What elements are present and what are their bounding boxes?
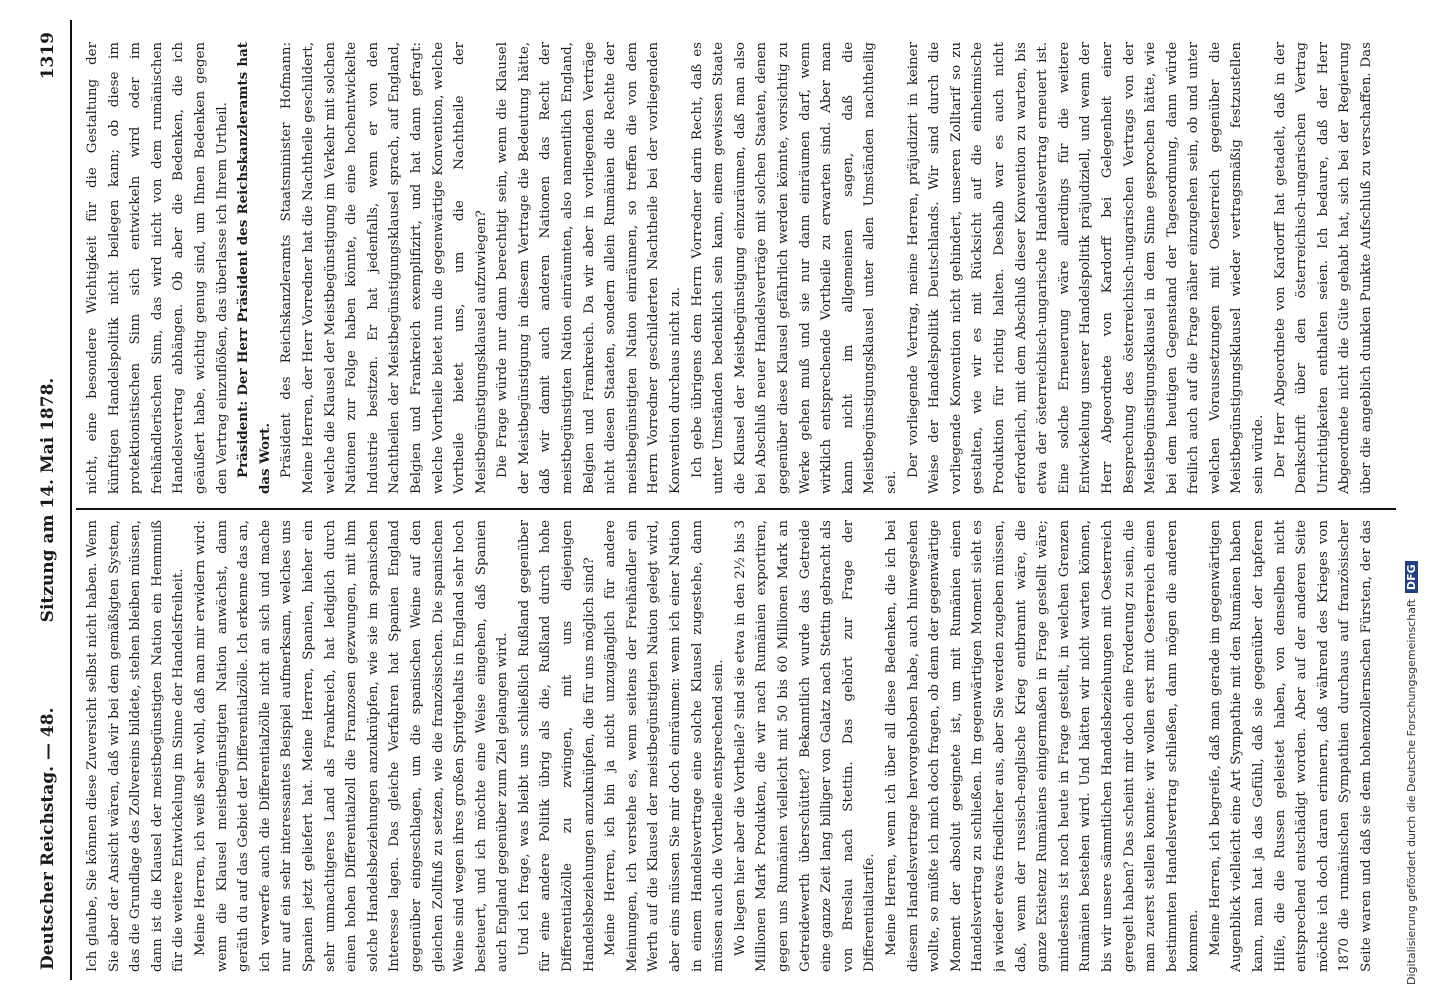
paragraph: Präsident des Reichskanzleramts Staatsminister Hofmann: Meine Herren, der Herr Vorredner hat die Nachtheile geschildert, welche die Klausel der Meistbegünstigung im Verkehr mit solchen Nationen zur Folge haben könnte, die eine hochentwickelte Industrie besitzen. Er hat jedenfalls, wenn er von den Nachtheilen der Meistbegünstigungsklausel sprach, auf England, Belgien und Frankreich exemplifizirt, und hat dann gefragt: welche Vortheile bietet nun die gegenwärtige Konvention, welche Vortheile bietet uns, um die Nachtheile der Meistbegünstigungsklausel aufzuwiegen? xyxy=(279,42,489,494)
paragraph: Meine Herren, ich weiß sehr wohl, daß man mir erwidern wird: wenn die Klausel meistbegünstigten Nation anwächst, dann geräth du auf das Gebiet der Differentialzölle. Ich erkenne das an, ich verwerfe auch die Differentialzölle nicht an sich und mache nur auf ein sehr interessantes Beispiel aufmerksam, welches uns Spanien jetzt geliefert hat. Meine Herren, Spanien, hieher ein sehr umnachtigeres Land als Frankreich, hat lediglich durch einen hohen Differentialzoll die Franzosen gezwungen, mit ihm solche Handelsbeziehungen anzuknüpfen, wie sie im spanischen Interesse lagen. Das gleiche Verfahren hat Spanien England gegenüber eingeschlagen, um die spanischen Weine auf den gleichen Zollfuß zu setzen, wie die französischen. Die spanischen Weine sind wegen ihres großen Spritgehalts in England sehr hoch besteuert, und ich möchte eine Weise eingehen, daß Spanien auch England gegenüber zum Ziel gelangen wird. xyxy=(192,520,511,972)
paragraph: Der Herr Abgeordnete von Kardorff hat getadelt, daß in der Denkschrift über den österreichisch-ungarischen Vertrag Unrichtigkeiten enthalten seien. Ich bedaure, daß der Herr Abgeordnete nicht die Güte gehabt hat, sich bei der Regierung über die angeblich dunklen Punkte Aufschluß zu verschaffen. Das xyxy=(1272,42,1375,494)
column-divider xyxy=(76,508,1396,510)
paragraph: Ich glaube, Sie können diese Zuversicht selbst nicht haben. Wenn Sie aber der Ansicht wären, daß wir bei dem gemäßigten System, das die Grundlage des Zollvereins bildete, stehen bleiben müssen, dann ist die Klausel der meistbegünstigten Nation ein Hemmniß für die weitere Entwickelung im Sinne der Handelsfreiheit. xyxy=(85,520,187,972)
right-column xyxy=(82,42,1382,494)
dfg-logo: DFG xyxy=(1405,561,1418,593)
paragraph: nicht, eine besondere Wichtigkeit für die Gestaltung der künftigen Handelspolitik nicht beilegen kann; ob diese im protektionistischen Sinn sich entwickeln wird oder im freihändlerischen Sinn, das wird nicht von dem rumänischen Handelsvertrag abhängen. Ob aber die Bedenken, die ich geäußert habe, wichtig genug sind, um Ihnen Bedenken gegen den Vertrag einzuflößen, das überlasse ich Ihrem Urtheil. xyxy=(85,42,230,494)
header-publication: Deutscher Reichstag. — 48. xyxy=(38,707,58,970)
paragraph: Der vorliegende Vertrag, meine Herren, präjudizirt in keiner Weise der Handelspolitik Deutschlands. Wir sind durch die vorliegende Konvention nicht gehindert, unseren Zolltarif so zu gestalten, wie wir es mit Rücksicht auf die einheimische Produktion für richtig halten. Deshalb war es auch nicht erforderlich, mit dem Abschluß dieser Konvention zu warten, bis etwa der österreichisch-ungarische Handelsvertrag erneuert ist. Eine solche Erneuerung wäre allerdings für die weitere Entwickelung unserer Handelspolitik präjudiziell, und wenn der Herr Abgeordnete von Kardorff bei Gelegenheit einer Besprechung des österreichisch-ungarischen Vertrags von der Meistbegünstigungsklausel in dem Sinne gesprochen hätte, wie bei dem heutigen Gegenstand der Tagesordnung, dann würde freilich auch auf die Frage näher einzugehen sein, ob und unter welchen Voraussetzungen mit Oesterreich gegenüber die Meistbegünstigungsklausel wieder vertragsmäßig festzustellen sein würde. xyxy=(905,42,1267,494)
speaker-paragraph: Präsident: Der Herr Präsident des Reichskanzleramts hat das Wort. xyxy=(235,42,273,494)
digitization-text: Digitalisierung gefördert durch die Deutsche Forschungsgemeinschaft xyxy=(1405,599,1418,985)
paragraph: Meine Herren, ich bin ja nicht unzugänglich für andere Meinungen, ich verstehe es, wenn seitens der Freihändler ein Werth auf die Klausel der meistbegünstigten Nation gelegt wird, aber eins müssen Sie mir doch einräumen: wenn ich einer Nation in einem Handelsvertrage eine solche Klausel zugestehe, dann müssen auch die Vortheile entsprechend sein. xyxy=(603,520,727,972)
digitization-note xyxy=(1405,25,1427,985)
paragraph: Wo liegen hier aber die Vortheile? sind sie etwa in den 2½ bis 3 Millionen Mark Produkten, die wir nach Rumänien exportiren, gegen uns Rumänien vielleicht mit 50 bis 60 Millionen Mark an Getreidewerth überschüttet? Bekanntlich wurde das Getreide eine ganze Zeit lang billiger von Galatz nach Stettin gebracht als von Breslau nach Stettin. Das gehört zur Frage der Differentialtarife. xyxy=(732,520,878,972)
newspaper-page xyxy=(30,20,1410,980)
left-column xyxy=(82,520,1382,972)
page-header xyxy=(30,20,72,980)
header-session-date: Sitzung am 14. Mai 1878. xyxy=(38,377,58,623)
paragraph: Die Frage würde nur dann berechtigt sein, wenn die Klausel der Meistbegünstigung in diesem Vertrage die Bedeutung hätte, daß wir damit auch anderen Nationen das Recht der meistbegünstigten Nation einräumten, also namentlich England, Belgien und Frankreich. Da wir aber in vorliegenden Verträge nicht diesen Staaten, sondern allein Rumänien die Rechte der meistbegünstigten Nation einräumen, so treffen die von dem Herrn Vorredner geschilderten Nachtheile bei der vorliegenden Konvention durchaus nicht zu. xyxy=(495,42,684,494)
paragraph: Meine Herren, ich begreife, daß man gerade im gegenwärtigen Augenblick vielleicht eine Art Sympathie mit den Rumänen haben kann, man hat ja das Gefühl, daß sie gegenüber der tapferen Hilfe, die die Russen geleistet haben, von denselben nicht entsprechend entschädigt worden. Aber auf der anderen Seite möchte ich doch daran erinnern, daß während des Krieges von 1870 die rumänischen Sympathien durchaus auf französischer Seite waren und daß sie dem hohenzollernschen Fürsten, der das xyxy=(1207,520,1375,972)
paragraph: Ich gebe übrigens dem Herrn Vorredner darin Recht, daß es unter Umständen bedenklich sein kann, einem gewissen Staate die Klausel der Meistbegünstigung einzuräumen, daß man also bei Abschluß neuer Handelsverträge mit solchen Staaten, denen gegenüber diese Klausel gefährlich werden könnte, vorsichtig zu Werke gehen muß und sie nur dann einräumen darf, wenn wirklich entsprechende Vortheile zu erwarten sind. Aber man kann nicht im allgemeinen sagen, daß die Meistbegünstigungsklausel unter allen Umständen nachtheilig sei. xyxy=(689,42,899,494)
header-page-number: 1319 xyxy=(38,32,58,80)
paragraph: Und ich frage, was bleibt uns schließlich Rußland gegenüber für eine andere Politik übrig als die, Rußland durch hohe Differentialzölle zu zwingen, mit uns diejenigen Handelsbeziehungen anzuknüpfen, die für uns möglich sind? xyxy=(516,520,597,972)
paragraph: Meine Herren, wenn ich über all diese Bedenken, die ich bei diesem Handelsvertrage hervorgehoben habe, auch hinwegsehen wollte, so müßte ich mich doch fragen, ob denn der gegenwärtige Moment der absolut geeignete ist, um mit Rumänien einen Handelsvertrag zu schließen. Im gegenwärtigen Moment sieht es ja wieder etwas friedlicher aus, aber Sie werden zugeben müssen, daß, wenn der russisch-englische Krieg entbrannt wäre, die ganze Existenz Rumäniens einigermaßen in Frage gestellt wäre; mindestens ist noch heute in Frage gestellt, in welchen Grenzen Rumänien bestehen wird. Und hätten wir nicht warten können, bis wir unsere sämmtlichen Handelsbeziehungen mit Oesterreich geregelt haben? Das scheint mir doch eine Forderung zu sein, die man zuerst stellen konnte: wir wollen erst mit Oesterreich einen bestimmten Handelsvertrag schließen, dann mögen die anderen kommen. xyxy=(883,520,1202,972)
